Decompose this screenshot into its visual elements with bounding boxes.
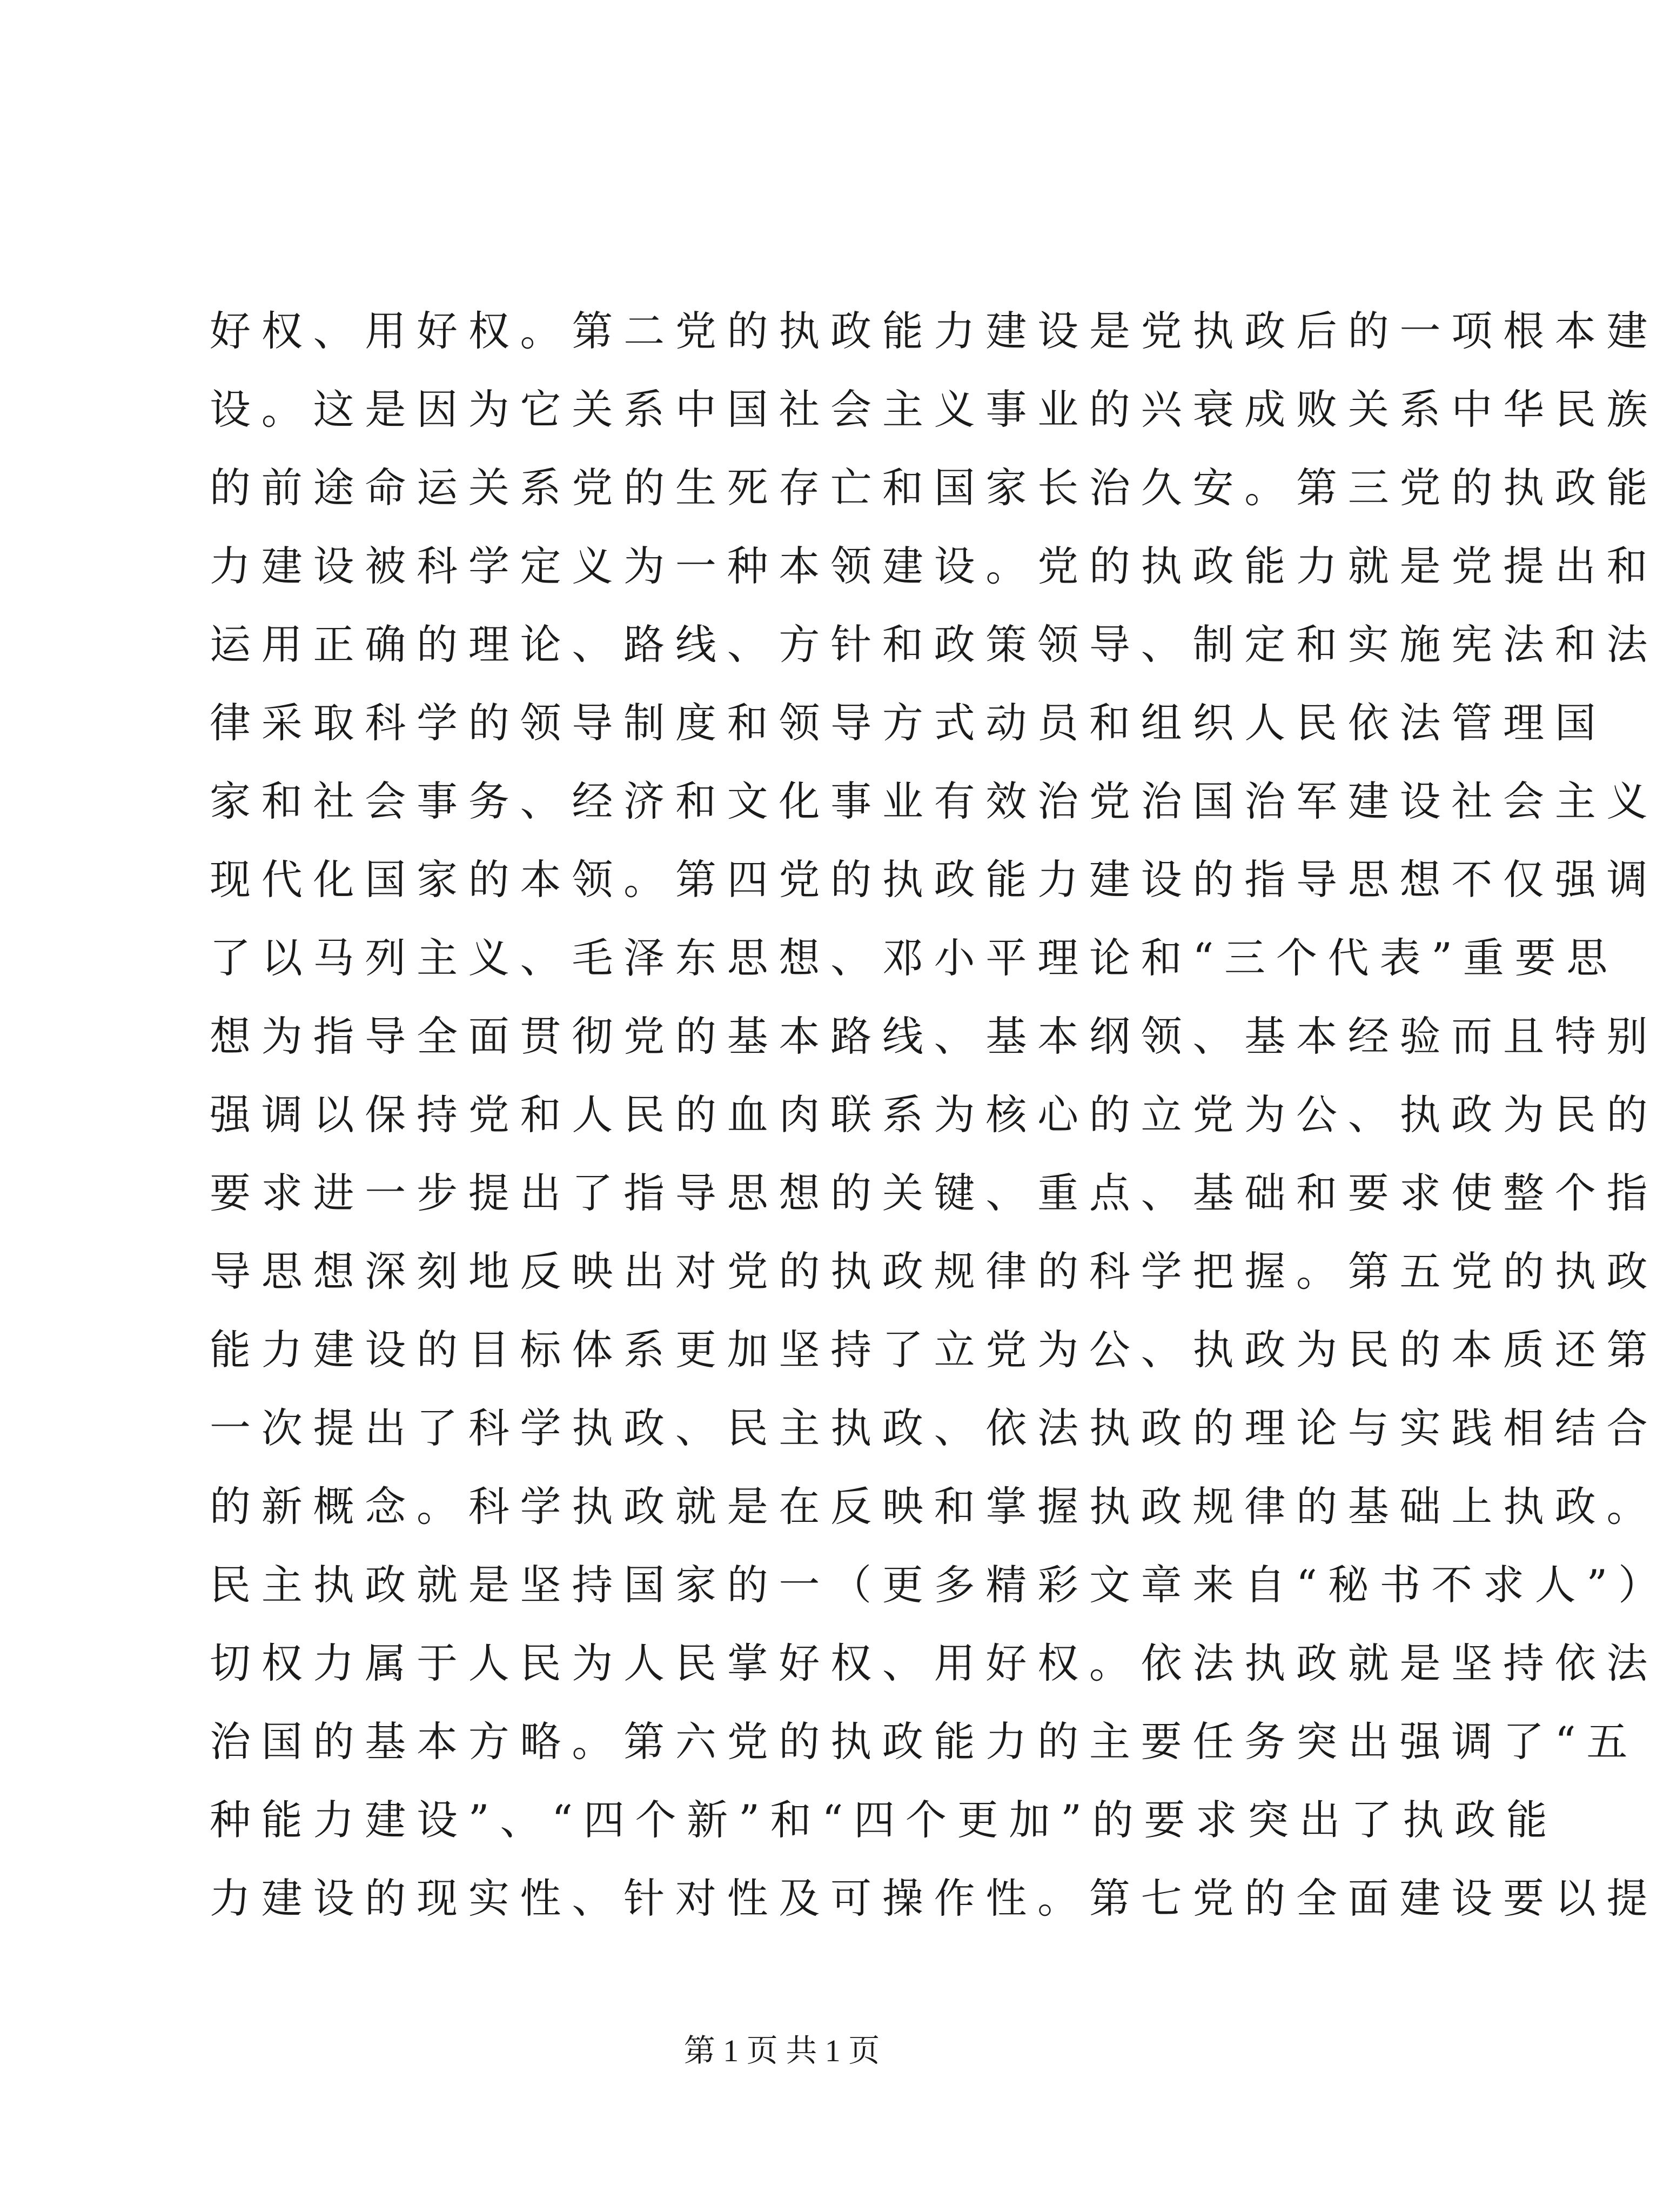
text-line: 运用正确的理论、路线、方针和政策领导、制定和实施宪法和法 <box>210 620 1659 669</box>
text-line: 律采取科学的领导制度和领导方式动员和组织人民依法管理国 <box>210 699 1607 747</box>
text-line: 的新概念。科学执政就是在反映和掌握执政规律的基础上执政。 <box>210 1482 1659 1531</box>
text-line: 切权力属于人民为人民掌好权、用好权。依法执政就是坚持依法 <box>210 1639 1659 1687</box>
page-number-footer: 第 1 页 共 1 页 <box>683 2033 880 2068</box>
text-line: 力建设的现实性、针对性及可操作性。第七党的全面建设要以提 <box>210 1874 1659 1922</box>
text-line: 治国的基本方略。第六党的执政能力的主要任务突出强调了“五 <box>210 1718 1639 1766</box>
text-line: 的前途命运关系党的生死存亡和国家长治久安。第三党的执政能 <box>210 464 1659 512</box>
text-line: 了以马列主义、毛泽东思想、邓小平理论和“三个代表”重要思 <box>210 934 1618 982</box>
text-line: 力建设被科学定义为一种本领建设。党的执政能力就是党提出和 <box>210 542 1659 590</box>
text-line: 现代化国家的本领。第四党的执政能力建设的指导思想不仅强调 <box>210 856 1659 904</box>
body-text <box>210 292 1670 1937</box>
text-line: 民主执政就是坚持国家的一（更多精彩文章来自“秘书不求人”） <box>210 1561 1670 1609</box>
text-line: 家和社会事务、经济和文化事业有效治党治国治军建设社会主义 <box>210 777 1659 825</box>
text-line: 好权、用好权。第二党的执政能力建设是党执政后的一项根本建 <box>210 307 1659 355</box>
text-line: 一次提出了科学执政、民主执政、依法执政的理论与实践相结合 <box>210 1404 1659 1452</box>
text-line: 强调以保持党和人民的血肉联系为核心的立党为公、执政为民的 <box>210 1091 1659 1139</box>
text-line: 设。这是因为它关系中国社会主义事业的兴衰成败关系中华民族 <box>210 385 1659 433</box>
text-line: 想为指导全面贯彻党的基本路线、基本纲领、基本经验而且特别 <box>210 1012 1659 1060</box>
text-line: 要求进一步提出了指导思想的关键、重点、基础和要求使整个指 <box>210 1169 1659 1217</box>
text-line: 导思想深刻地反映出对党的执政规律的科学把握。第五党的执政 <box>210 1247 1659 1295</box>
text-line: 能力建设的目标体系更加坚持了立党为公、执政为民的本质还第 <box>210 1326 1659 1374</box>
text-line: 种能力建设”、“四个新”和“四个更加”的要求突出了执政能 <box>210 1796 1558 1844</box>
